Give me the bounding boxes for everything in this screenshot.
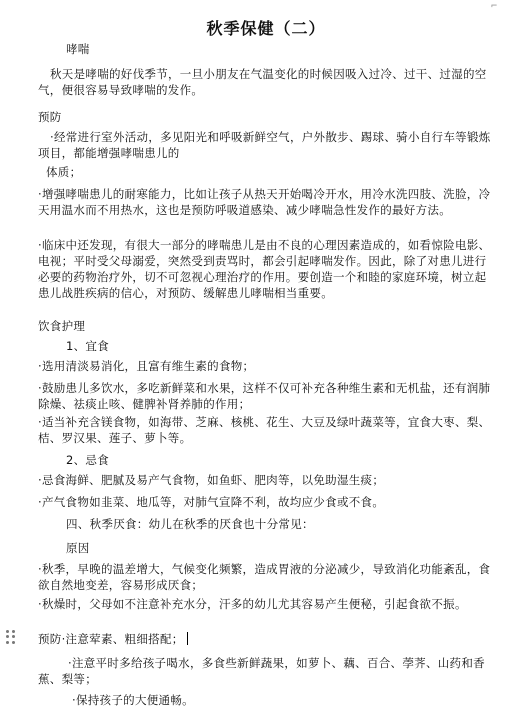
- paragraph-psychological-factors[interactable]: ·临床中还发现，有很大一部分的哮喘患儿是由不良的心理因素造成的，如看惊险电影、电视；平时受父母溺爱，突然受到责骂时，都会引起哮喘发作。因此，除了对患儿进行必要的药物治疗外，切不可忽视心理治疗的作用。要创造一个和睦的家庭环境，树立起患儿战胜疾病的信心，对预防、缓解患儿哮喘相当重要。: [38, 238, 491, 300]
- page-title: 秋季保健（二）: [206, 19, 326, 38]
- paragraph-prevention-diet[interactable]: [38, 631, 492, 647]
- paragraph-light-diet[interactable]: ·选用清淡易消化，且富有维生素的食物；: [38, 359, 255, 373]
- paragraph-fruits-vegetables[interactable]: ·注意平时多给孩子喝水，多食些新鲜蔬果，如萝卜、藕、百合、荸荠、山药和香蕉、梨等；: [38, 656, 485, 686]
- text-cursor: [187, 632, 189, 645]
- paragraph-autumn-dryness[interactable]: ·秋燥时，父母如不注意补充水分，汗多的幼儿尤其容易产生便秘，引起食欲不振。: [38, 597, 467, 611]
- paragraph-asthma-intro[interactable]: 秋天是哮喘的好伐季节，一旦小朋友在气温变化的时候因吸入过冷、过干、过湿的空气，便很容易导致哮喘的发作。: [38, 67, 487, 97]
- paragraph-bowel-movement[interactable]: ·保持孩子的大便通畅。: [72, 693, 194, 707]
- heading-prevention[interactable]: 预防: [38, 110, 62, 124]
- heading-diet-care[interactable]: 饮食护理: [38, 319, 86, 333]
- prevention-diet-text: 预防·注意荤素、粗细搭配；: [38, 632, 184, 646]
- paragraph-drink-water[interactable]: ·鼓励患儿多饮水，多吃新鲜菜和水果，这样不仅可补充各种维生素和无机盐，还有润肺除燥、祛痰止咳、健脾补肾养肺的作用；: [38, 381, 491, 411]
- corner-crop-mark: ⌐: [491, 1, 498, 12]
- paragraph-gas-producing-foods[interactable]: ·产气食物如韭菜、地瓜等，对肺气宣降不利，故均应少食或不食。: [38, 495, 385, 509]
- heading-recommended-foods[interactable]: 1、宜食: [66, 339, 110, 353]
- heading-foods-to-avoid[interactable]: 2、忌食: [66, 453, 110, 467]
- paragraph-outdoor-activity[interactable]: ·经常进行室外活动，多见阳光和呼吸新鲜空气，户外散步、踢球、骑小自行车等锻炼项目，都能增强哮喘患儿的: [38, 130, 491, 160]
- drag-handle-icon[interactable]: [6, 630, 16, 644]
- paragraph-avoid-seafood[interactable]: ·忌食海鲜、肥腻及易产气食物，如鱼虾、肥肉等，以免助湿生痰；: [38, 473, 385, 487]
- paragraph-temperature-difference[interactable]: ·秋季，早晚的温差增大，气候变化频繁，造成胃液的分泌减少，导致消化功能紊乱，食欲自然地变差，容易形成厌食；: [38, 562, 491, 592]
- heading-autumn-anorexia[interactable]: 四、秋季厌食：幼儿在秋季的厌食也十分常见：: [66, 517, 314, 531]
- paragraph-magnesium-foods[interactable]: ·适当补充含镁食物，如海带、芝麻、核桃、花生、大豆及绿叶蔬菜等，宜食大枣、梨、桔、罗汉果、莲子、萝卜等。: [38, 415, 491, 445]
- paragraph-cold-tolerance[interactable]: ·增强哮喘患儿的耐寒能力，比如让孩子从热天开始喝冷开水，用冷水洗四肢、洗脸，冷天用温水而不用热水，这也是预防呼吸道感染、减少哮喘急性发作的最好方法。: [38, 187, 491, 217]
- heading-causes[interactable]: 原因: [66, 541, 90, 555]
- paragraph-physique[interactable]: 体质；: [46, 165, 82, 179]
- heading-asthma[interactable]: 哮喘: [66, 42, 90, 56]
